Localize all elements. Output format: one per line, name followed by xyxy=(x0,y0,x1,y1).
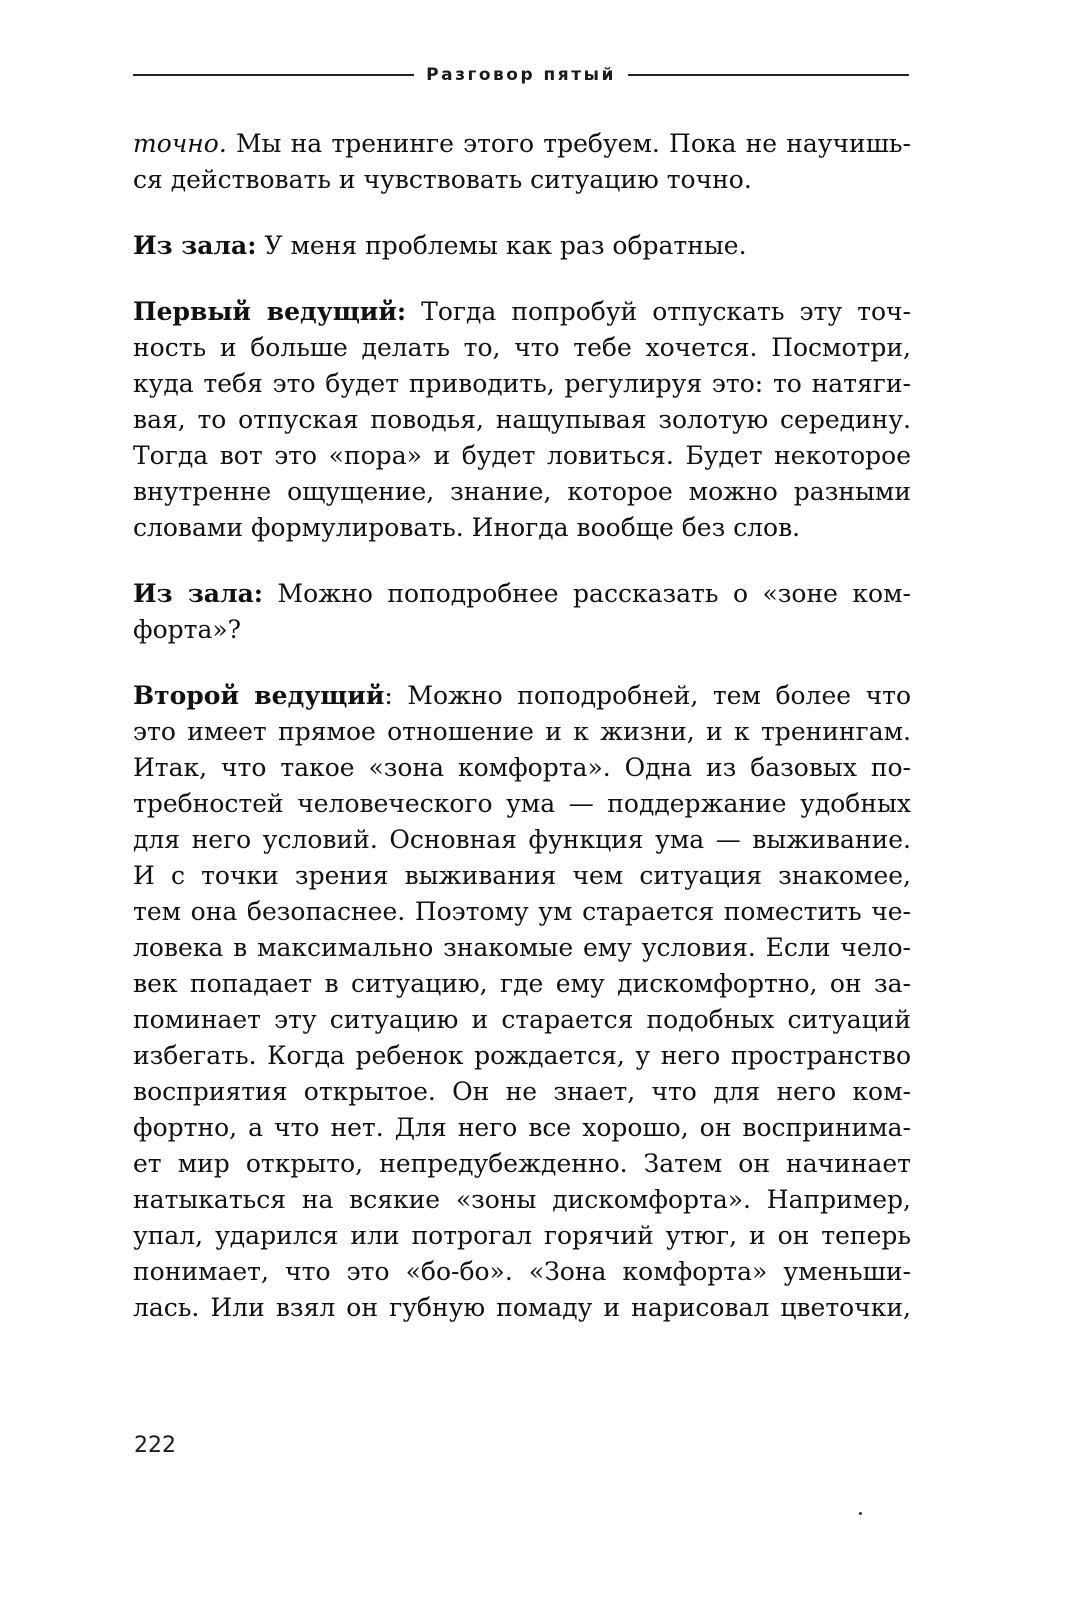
text-line xyxy=(133,474,911,510)
line-text: вая, то отпуская поводья, нащупывая золотую середину. xyxy=(133,405,911,434)
line-text: тем она безопаснее. Поэтому ум старается поместить че- xyxy=(133,897,911,926)
text-line xyxy=(133,714,911,750)
text-line xyxy=(133,294,911,330)
paragraph xyxy=(133,576,911,648)
italic-word: точно. xyxy=(133,129,227,158)
line-text: У меня проблемы как раз обратные. xyxy=(256,231,747,260)
line-text: внутренне ощущение, знание, которое можно разными xyxy=(133,477,911,506)
line-text: форта»? xyxy=(133,615,242,644)
line-text: для него условий. Основная функция ума — выживание. xyxy=(133,825,911,854)
text-line xyxy=(133,858,911,894)
paragraph xyxy=(133,228,911,264)
text-line xyxy=(133,1038,911,1074)
running-header xyxy=(133,60,909,90)
header-rule-left xyxy=(133,74,414,76)
text-line xyxy=(133,1254,911,1290)
line-text: ность и больше делать то, что тебе хочется. Посмотри, xyxy=(133,333,911,362)
text-line xyxy=(133,576,911,612)
line-text: Итак, что такое «зона комфорта». Одна из базовых по- xyxy=(133,753,911,782)
line-text: поминает эту ситуацию и старается подобных ситуаций xyxy=(133,1005,911,1034)
speaker-label: Из зала: xyxy=(133,231,257,260)
text-line xyxy=(133,228,911,264)
header-rule-right xyxy=(628,74,909,76)
text-line xyxy=(133,1146,911,1182)
text-line xyxy=(133,1182,911,1218)
text-line xyxy=(133,750,911,786)
text-line xyxy=(133,438,911,474)
text-line xyxy=(133,966,911,1002)
text-line xyxy=(133,930,911,966)
line-text: словами формулировать. Иногда вообще без слов. xyxy=(133,513,801,542)
line-text: Тогда вот это «пора» и будет ловиться. Будет некоторое xyxy=(133,441,911,470)
text-line xyxy=(133,126,911,162)
paragraph xyxy=(133,678,911,1326)
text-line xyxy=(133,330,911,366)
text-line xyxy=(133,822,911,858)
line-text: фортно, а что нет. Для него все хорошо, он воспринима- xyxy=(133,1113,911,1142)
line-text: : Можно поподробней, тем более что xyxy=(384,681,911,710)
line-text: натыкаться на всякие «зоны дискомфорта». Например, xyxy=(133,1185,911,1214)
line-text: И с точки зрения выживания чем ситуация знакомее, xyxy=(133,861,911,890)
page-number: 222 xyxy=(134,1433,176,1458)
text-line xyxy=(133,1110,911,1146)
line-text: ет мир открыто, непредубежденно. Затем он начинает xyxy=(133,1149,911,1178)
line-text: избегать. Когда ребенок рождается, у него пространство xyxy=(133,1041,911,1070)
text-line xyxy=(133,894,911,930)
line-text: куда тебя это будет приводить, регулируя это: то натяги- xyxy=(133,369,911,398)
speaker-label: Первый ведущий: xyxy=(133,297,407,326)
paragraph xyxy=(133,126,911,198)
text-line xyxy=(133,366,911,402)
line-text: лась. Или взял он губную помаду и нарисовал цветочки, xyxy=(133,1293,911,1322)
text-line xyxy=(133,678,911,714)
text-line xyxy=(133,162,911,198)
text-line xyxy=(133,612,911,648)
line-text: Можно поподробнее рассказать о «зоне ком- xyxy=(263,579,911,608)
line-text: упал, ударился или потрогал горячий утюг, и он теперь xyxy=(133,1221,911,1250)
line-text: Мы на тренинге этого требуем. Пока не научишь- xyxy=(226,129,911,158)
line-text: понимает, что это «бо-бо». «Зона комфорта» уменьши- xyxy=(133,1257,911,1286)
text-line xyxy=(133,402,911,438)
line-text: требностей человеческого ума — поддержание удобных xyxy=(133,789,911,818)
line-text: век попадает в ситуацию, где ему дискомфортно, он за- xyxy=(133,969,911,998)
text-line xyxy=(133,1074,911,1110)
print-speck xyxy=(859,1512,862,1515)
speaker-label: Второй ведущий xyxy=(133,681,385,710)
speaker-label: Из зала: xyxy=(133,579,264,608)
body-text xyxy=(133,126,911,1356)
line-text: ся действовать и чувствовать ситуацию точно. xyxy=(133,165,752,194)
paragraph xyxy=(133,294,911,546)
text-line xyxy=(133,1002,911,1038)
line-text: Тогда попробуй отпускать эту точ- xyxy=(406,297,911,326)
line-text: восприятия открытое. Он не знает, что для него ком- xyxy=(133,1077,911,1106)
running-title: Разговор пятый xyxy=(426,65,616,85)
line-text: ловека в максимально знакомые ему условия. Если чело- xyxy=(133,933,911,962)
text-line xyxy=(133,1290,911,1326)
line-text: это имеет прямое отношение и к жизни, и к тренингам. xyxy=(133,717,911,746)
text-line xyxy=(133,1218,911,1254)
text-line xyxy=(133,510,911,546)
text-line xyxy=(133,786,911,822)
